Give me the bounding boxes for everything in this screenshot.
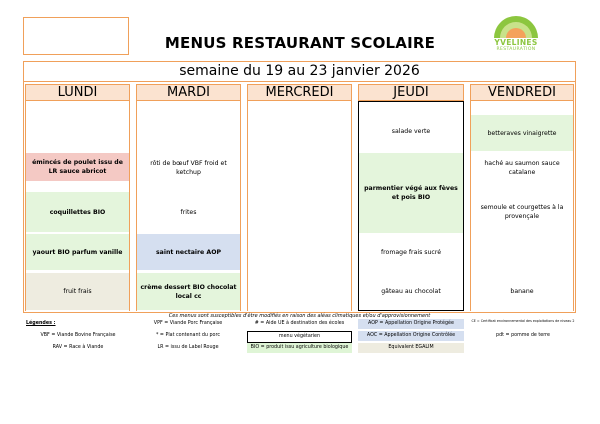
legend-item: RAV = Race à Viande xyxy=(52,345,104,350)
menu-item: crème dessert BIO chocolat local cc xyxy=(137,273,240,310)
menu-item: émincés de poulet issu de LR sauce abricot xyxy=(26,153,129,181)
brand-logo xyxy=(486,16,546,58)
legend-item: # = Aide UE à destination des écoles xyxy=(254,321,345,326)
legend-item: VBF = Viande Bovine Française xyxy=(40,333,116,338)
menu-item: gâteau au chocolat xyxy=(381,288,441,295)
menu-item: haché au saumon sauce catalane xyxy=(484,160,560,176)
day-header-vendredi: VENDREDI xyxy=(470,84,574,101)
column-vendredi xyxy=(470,101,574,311)
legend-item: LR = issu de Label Rouge xyxy=(157,345,219,350)
legend-item: AOP = Appellation Origine Protégée xyxy=(358,319,464,329)
menu-item xyxy=(137,101,240,153)
menu-item: coquillettes BIO xyxy=(26,192,129,232)
menu-item: banane xyxy=(510,288,534,295)
menu-item: fromage frais sucré xyxy=(380,248,442,256)
legend-item: BIO = produit issu agriculture biologique xyxy=(247,343,352,353)
menu-item: betteraves vinaigrette xyxy=(471,115,573,151)
menu-item: fruit frais xyxy=(26,273,129,310)
column-mardi xyxy=(136,101,241,311)
page-title: MENUS RESTAURANT SCOLAIRE xyxy=(164,34,436,52)
jeudi-highlight-frame xyxy=(358,101,464,311)
day-header-lundi: LUNDI xyxy=(25,84,130,101)
legend-title: Légendes : xyxy=(26,321,56,326)
menu-item: semoule et courgettes à la provençale xyxy=(480,204,564,220)
sun-logo-icon xyxy=(486,16,546,40)
menu-item: yaourt BIO parfum vanille xyxy=(26,234,129,270)
menu-item: rôti de bœuf VBF froid et ketchup xyxy=(150,160,227,176)
day-header-mardi: MARDI xyxy=(136,84,241,101)
brand-name: YVELINES xyxy=(494,38,538,47)
logo-placeholder xyxy=(23,17,129,55)
legend-item: VPF = Viande Porc Française xyxy=(153,321,223,326)
legend-item: * = Plat contenant du porc xyxy=(155,333,220,338)
legend-item: Equivalent EGALIM xyxy=(358,343,464,353)
menu-item xyxy=(471,234,573,270)
legend-item: CE = Certificat environnemental des exploitations de niveau 2 xyxy=(471,319,575,323)
legend-item: pdt = pomme de terre xyxy=(496,333,550,338)
day-header-jeudi: JEUDI xyxy=(358,84,464,101)
column-mercredi xyxy=(247,101,352,311)
menu-item: salade verte xyxy=(391,127,431,135)
menu-item: frites xyxy=(180,208,197,216)
menu-item xyxy=(26,101,129,153)
disclaimer-note: Ces menus sont susceptibles d'être modifiés en raison des aléas climatiques et/ou d'approvisionnement xyxy=(168,313,431,319)
day-header-mercredi: MERCREDI xyxy=(247,84,352,101)
legend-item: menu végétarien xyxy=(247,331,352,343)
brand-subtitle: RESTAURATION xyxy=(496,47,536,52)
legend-item: AOC = Appellation Origine Contrôlée xyxy=(358,331,464,341)
menu-item: parmentier végé aux fèves et pois BIO xyxy=(358,153,464,233)
week-label: semaine du 19 au 23 janvier 2026 xyxy=(23,61,576,82)
column-lundi xyxy=(25,101,130,311)
menu-item: saint nectaire AOP xyxy=(137,234,240,270)
